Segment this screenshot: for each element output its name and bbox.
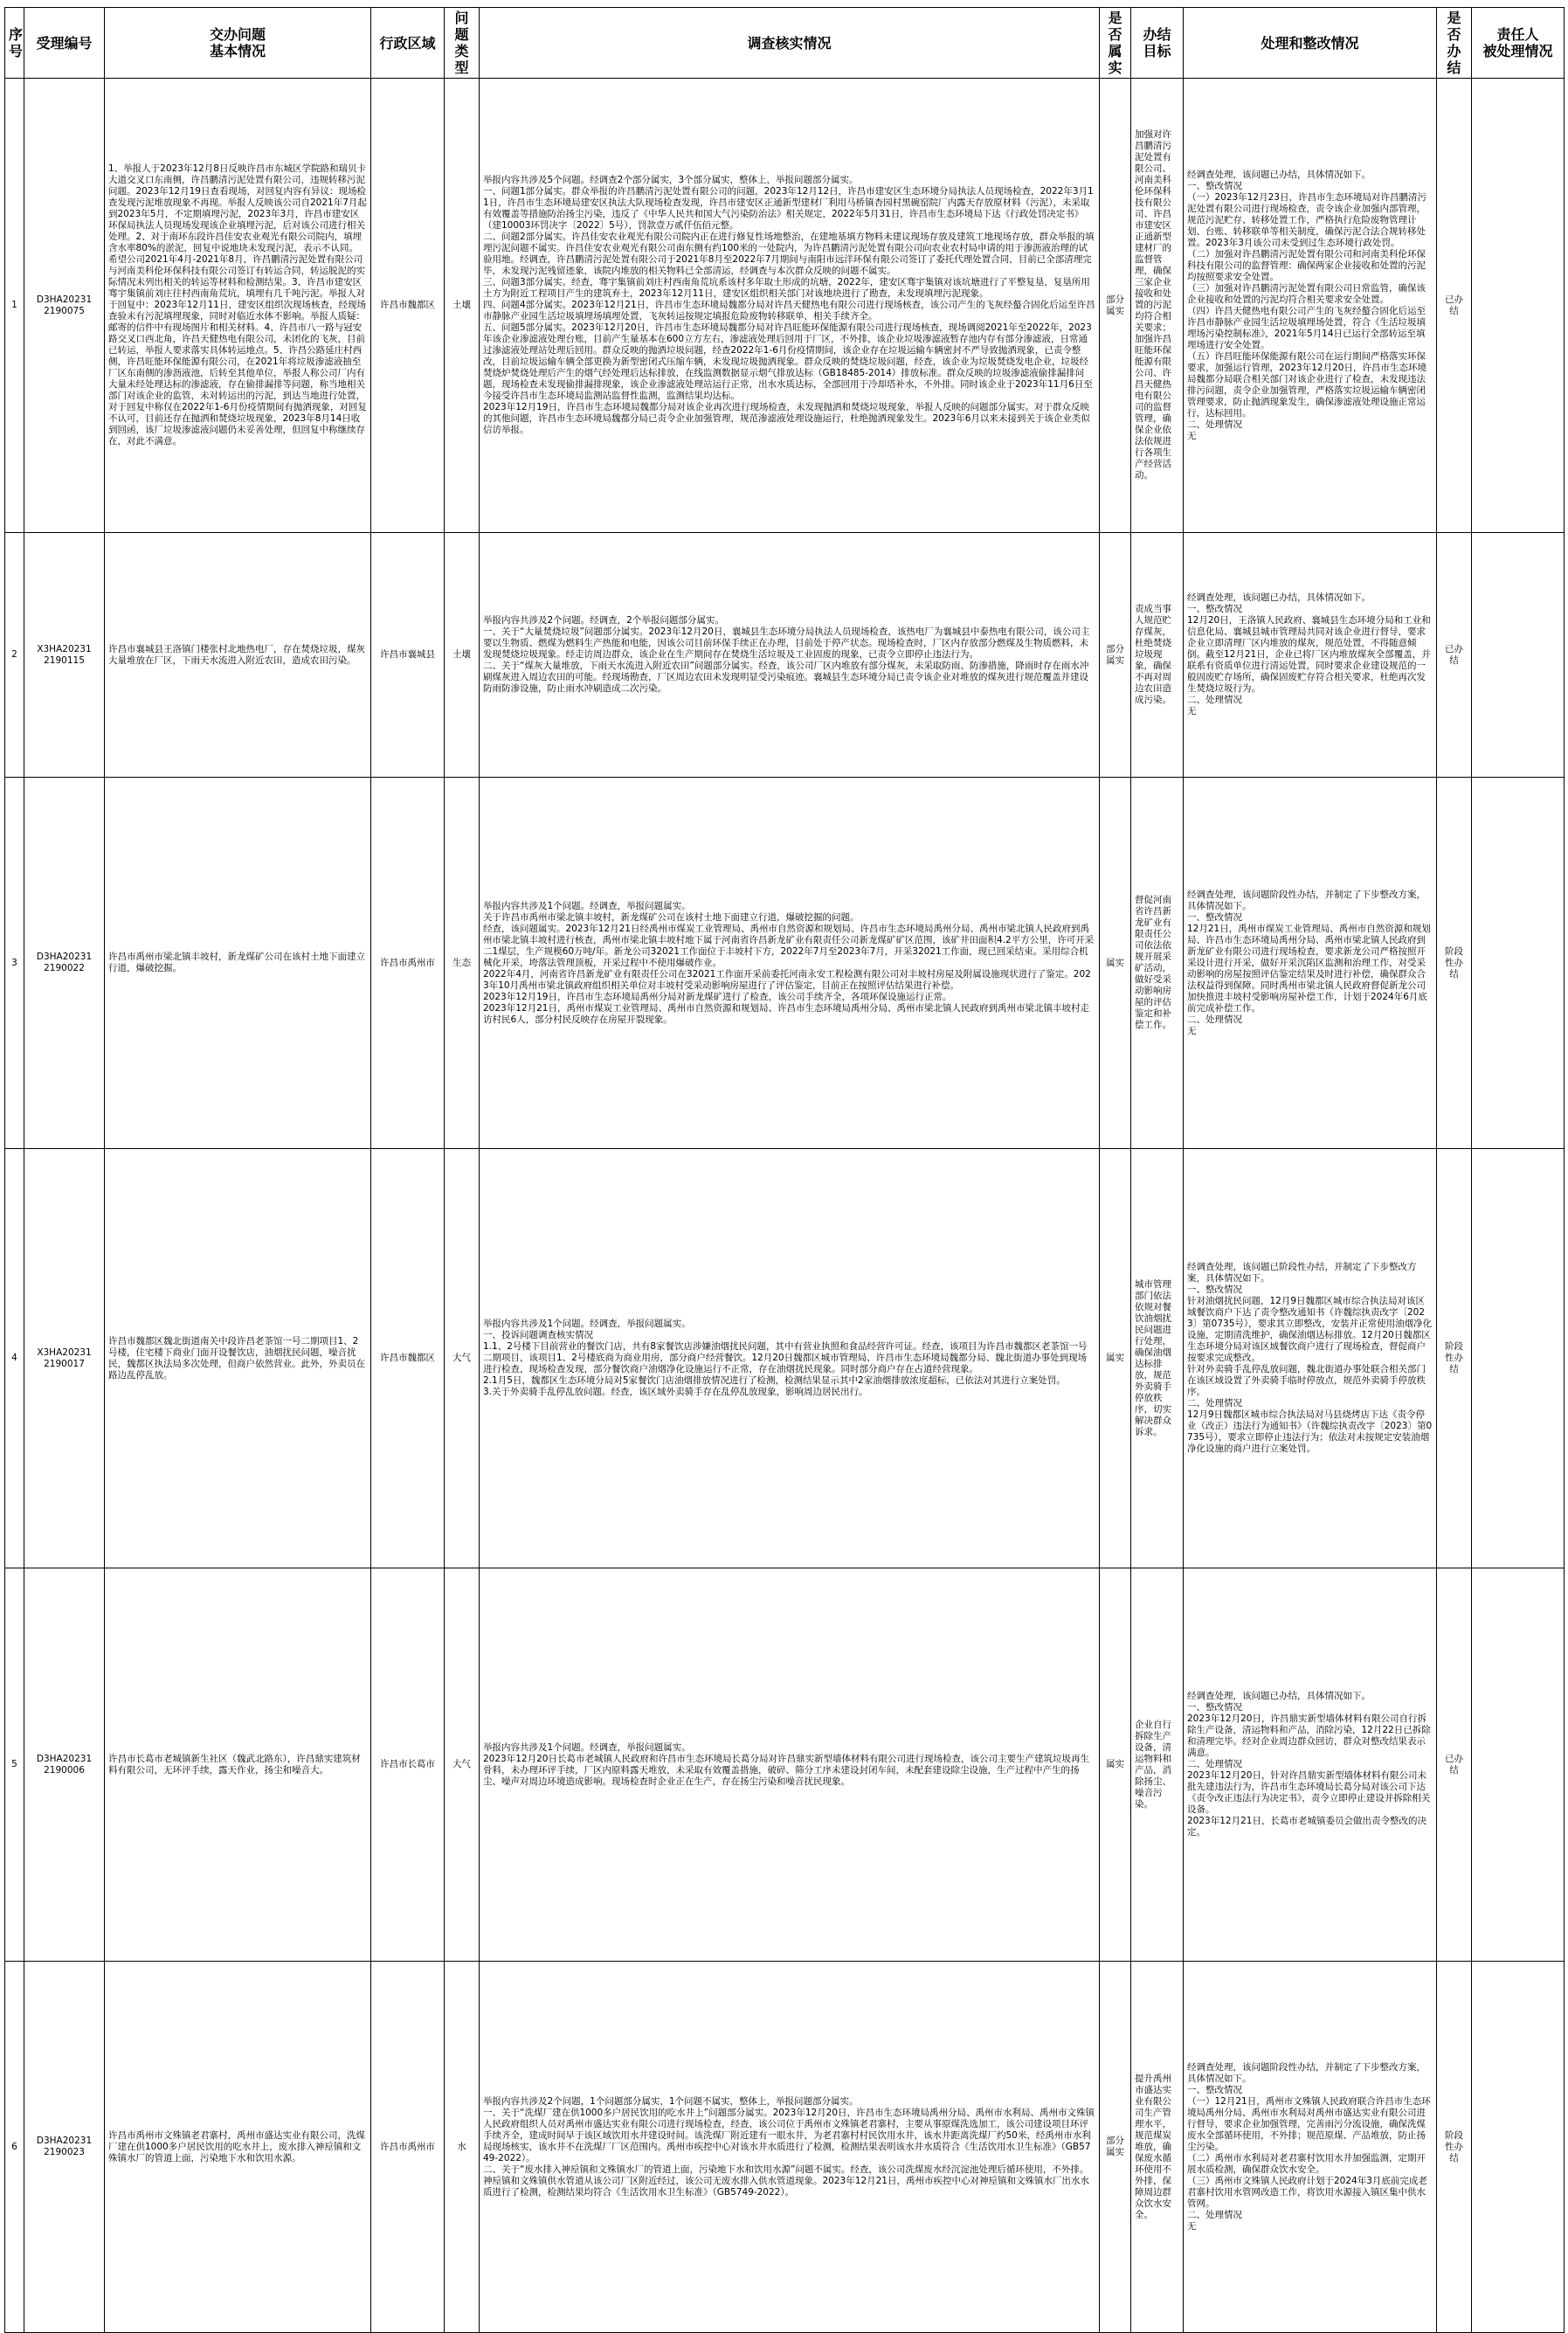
- header-region: 行政区域: [371, 8, 445, 79]
- row-goal: 责成当事人规范贮存煤灰，杜绝焚烧垃圾现象，确保不再对周边农田造成污染。: [1131, 533, 1184, 778]
- row-goal: 督促河南省许昌新龙矿业有限责任公司依法依规开展采矿活动，做好受采动影响房屋的评估鉴定和补偿工作。: [1131, 778, 1184, 1149]
- row-done: 阶段性办结: [1437, 778, 1472, 1149]
- row-code: X3HA20231 2190115: [24, 533, 105, 778]
- row-real: 属实: [1100, 1149, 1131, 1568]
- header-handle: 处理和整改情况: [1184, 8, 1437, 79]
- row-code: D3HA20231 2190022: [24, 778, 105, 1149]
- row-basic: 许昌市禹州市梁北镇丰坡村，新龙煤矿公司在该村土地下面建立行道，爆破挖掘。: [105, 778, 371, 1149]
- row-basic: 许昌市禹州市文殊镇老君寨村，禹州市盛达实业有限公司，洗煤厂建在供1000多户居民饮用的吃水井上，废水排入神垕镇和文殊镇水厂的管道上面，污染地下水和饮用水源。: [105, 1962, 371, 2333]
- table-row: [5, 1149, 1565, 1568]
- row-basic: 许昌市长葛市老城镇新生社区（魏武北路东），许昌鼎实建筑材料有限公司，无环评手续，露天作业，扬尘和噪音大。: [105, 1568, 371, 1962]
- row-detail: 举报内容共涉及1个问题。经调查，举报问题属实。 2023年12月20日长葛市老城镇人民政府和许昌市生态环境局长葛分局对许昌鼎实新型墙体材料有限公司进行现场检查，该公司主要生产建筑垃圾再生骨料，未办理环评手续，厂区内原料露天堆放，未采取有效覆盖措施，破碎、筛分工序未建设封闭车间，未配套建设除尘设施，生产过程中产生的扬尘、噪声对周边环境造成影响。现场检查时企业正在生产，存在扬尘污染和噪音扰民现象。: [480, 1568, 1100, 1962]
- table-row: [5, 778, 1565, 1149]
- row-real: 属实: [1100, 778, 1131, 1149]
- row-done: 阶段性办结: [1437, 1962, 1472, 2333]
- row-handle: 经调查处理，该问题已办结，具体情况如下。 一、整改情况 2023年12月20日，许昌鼎实新型墙体材料有限公司自行拆除生产设备，清运物料和产品，消除污染，12月22日已拆除和清理完毕。经对企业周边群众回访，群众对整改结果表示满意。 二、处理情况 2023年12月20日，针对许昌鼎实新型墙体材料有限公司未批先建违法行为，许昌市生态环境局长葛分局对该公司下达《责令改正违法行为决定书》，责令立即停止建设并拆除相关设备。 2023年12月21日，长葛市老城镇委员会做出责令整改的决定。: [1184, 1568, 1437, 1962]
- row-person: [1472, 1149, 1565, 1568]
- row-basic: 许昌市魏都区魏北街道南关中段许昌老茶馆一号二期项目1、2号楼，住宅楼下商业门面开设餐饮店，油烟扰民问题，噪音扰民，魏都区执法局多次处理，但商户依然营业。此外，外卖员在路边乱停乱放。: [105, 1149, 371, 1568]
- row-region: 许昌市襄城县: [371, 533, 445, 778]
- row-goal: 企业自行拆除生产设备，清运物料和产品，消除扬尘、噪音污染。: [1131, 1568, 1184, 1962]
- header-type: 问题 类型: [445, 8, 480, 79]
- row-goal: 城市管理部门依法依规对餐饮油烟扰民问题进行处理，确保油烟达标排放，规范外卖骑手停放秩序，切实解决群众诉求。: [1131, 1149, 1184, 1568]
- row-code: D3HA20231 2190023: [24, 1962, 105, 2333]
- row-code: X3HA20231 2190017: [24, 1149, 105, 1568]
- row-no: 5: [5, 1568, 24, 1962]
- row-done: 阶段性办结: [1437, 1149, 1472, 1568]
- row-type: 水: [445, 1962, 480, 2333]
- row-code: D3HA20231 2190006: [24, 1568, 105, 1962]
- row-done: 已办结: [1437, 79, 1472, 533]
- row-no: 3: [5, 778, 24, 1149]
- row-type: 大气: [445, 1568, 480, 1962]
- row-real: 部分 属实: [1100, 533, 1131, 778]
- row-real: 属实: [1100, 1568, 1131, 1962]
- case-table: [4, 7, 1565, 2333]
- row-done: 已办结: [1437, 1568, 1472, 1962]
- row-no: 2: [5, 533, 24, 778]
- row-goal: 提升禹州市盛达实业有限公司生产管理水平，规范煤炭堆放，确保废水循环使用不外排，保障周边群众饮水安全。: [1131, 1962, 1184, 2333]
- row-type: 土壤: [445, 533, 480, 778]
- row-no: 1: [5, 79, 24, 533]
- row-real: 部分 属实: [1100, 1962, 1131, 2333]
- header-no: 序号: [5, 8, 24, 79]
- row-goal: 加强对许昌鹏清污泥处置有限公司、河南美科伦环保科技有限公司、许昌市建安区正通新型建材厂的监督管理，确保三家企业接收和处置的污泥均符合相关要求；加强许昌旺能环保能源有限公司、许昌天健热电有限公司的监督管理，确保企业依法依规进行各项生产经营活动。: [1131, 79, 1184, 533]
- row-no: 4: [5, 1149, 24, 1568]
- row-detail: 举报内容共涉及2个问题。经调查，2个举报问题部分属实。 一、关于“大量焚烧垃圾”问题部分属实。2023年12月20日，襄城县生态环境分局执法人员现场检查，该热电厂为襄城县中泰热电有限公司，该公司主要以生物质、燃煤为燃料生产热能和电能，因该公司目前环保手续正在办理，目前处于停产状态。现场检查时，厂区内存放部分燃煤及生物质燃料，未发现焚烧垃圾现象。经走访周边群众，该企业在生产期间存在焚烧生活垃圾及工业固废的现象，已责令立即停止违法行为。 二、关于“煤灰大量堆放，下雨天水流进入附近农田”问题部分属实。经查，该公司厂区内堆放有部分煤灰，未采取防雨、防渗措施，降雨时存在雨水冲刷煤灰进入周边农田的可能。经现场勘查，厂区周边农田未发现明显受污染痕迹。襄城县生态环境分局已责令该企业对堆放的煤灰进行规范覆盖并建设防雨防渗设施，防止雨水冲刷造成二次污染。: [480, 533, 1100, 778]
- row-person: [1472, 533, 1565, 778]
- row-handle: 经调查处理，该问题已阶段性办结，并制定了下步整改方案，具体情况如下。 一、整改情况 针对油烟扰民问题，12月9日魏都区城市综合执法局对该区域餐饮商户下达了责令整改通知书（许魏综执责改字〔2023〕第0735号），要求其立即整改，安装并正常使用油烟净化设施，定期清洗维护，确保油烟达标排放。12月20日魏都区生态环境分局对该区域餐饮商户进行了现场检查，督促商户按要求完成整改。 针对外卖骑手乱停乱放问题，魏北街道办事处联合相关部门在该区域设置了外卖骑手临时停放点，规范外卖骑手停放秩序。 二、处理情况 12月9日魏都区城市综合执法局对马县烧烤店下达《责令停业（改正）违法行为通知书》（许魏综执责改字〔2023〕第0735号），要求立即停止违法行为；依法对未按规定安装油烟净化设施的商户进行立案处罚。: [1184, 1149, 1437, 1568]
- header-goal: 办结 目标: [1131, 8, 1184, 79]
- row-person: [1472, 1568, 1565, 1962]
- header-row: [5, 8, 1565, 79]
- row-handle: 经调查处理，该问题已办结，具体情况如下。 一、整改情况 （一）2023年12月23日，许昌市生态环境局对许昌鹏清污泥处置有限公司进行现场检查，责令该企业加强内部管理，规范污泥贮存、转移处置工作，严格执行危险废物管理计划、台账、转移联单等相关制度，确保污泥合法合规转移处置。2023年3月该公司未受到过生态环境行政处罚。 （二）加强对许昌鹏清污泥处置有限公司和河南美科伦环保科技有限公司的监督管理：确保两家企业接收和处置的污泥均按照要求安全处置。 （三）加强对许昌鹏清污泥处置有限公司日常监管，确保该企业接收和处置的污泥均符合相关要求安全处置。 （四）许昌天健热电有限公司产生的飞灰经螯合固化后运至许昌市静脉产业园生活垃圾填埋场处置，符合《生活垃圾填埋场污染控制标准》，2021年5月14日已运行全部转运至填埋场进行安全处置。 （五）许昌旺能环保能源有限公司在运行期间严格落实环保要求，加强运行管理，2023年12月20日，许昌市生态环境局魏都分局联合相关部门对该企业进行了检查，未发现违法排污问题，责令企业加强管理，严格落实垃圾运输车辆密闭管理要求，防止抛洒现象发生，确保渗滤液处理设施正常运行，达标回用。 二、处理情况 无: [1184, 79, 1437, 533]
- row-basic: 许昌市襄城县王洛镇门楼张村北地热电厂，存在焚烧垃圾，煤灰大量堆放在厂区，下雨天水流进入附近农田，造成农田污染。: [105, 533, 371, 778]
- row-basic: 1、举报人于2023年12月8日反映许昌市东城区学院路和瑞贝卡大道交叉口东南侧，许昌鹏清污泥处置有限公司，违规转移污泥问题。2023年12月19日查看现场，对回复内容有异议：现场检查发现污泥堆放现象不再现。举报人反映该公司自2021年7月起到2023年5月，不定期填埋污泥，2023年3月，许昌市建安区环保局执法人员现场发现该企业填埋污泥，后对该公司进行相关处理。2、对于南环东段许昌佳安农业观光有限公司院内，填埋含水率80%的淤泥，回复中说地块未发现污泥，表示不认同。希望公司2021年4月-2021年8月，许昌鹏清污泥处置有限公司与河南美科伦环保科技有限公司签订有转运合同，转运脱泥的实际情况未列出相关的转运等材料和检测结果。3、许昌市建安区骞宇集镇前刘庄往村西南角荒坑，填埋有几千吨污泥。举报人对于回复中：2023年12月11日，建安区组织次现场核查，经现场查验未有污泥填埋现象，同时对临近水体不影响。举报人质疑：邮寄的信件中有现场图片和相关材料。4、许昌市八一路与冠安路交叉口西北角，许昌天健热电有限公司，未团化的飞灰，目前已转运，举报人要求落实具体转运地点。5、许昌公路延庄村西侧，许昌旺能环保能源有限公司，在2021年将垃圾渗滤液抽至厂区东南侧的渗沥液池，后转至其他单位，举报人称公司厂内有大量未经处理达标的渗滤液，存在偷排漏排等问题，称当地相关部门对该企业的监管，未对转运出的污泥，到达当地进行处置，对于回复中称仅在2022年1-6月份疫情期间有抛洒现象，对回复不认可，目前还存在抛洒和焚烧垃圾现象，2023年8月14日收到回函，该厂垃圾渗滤液问题仍未妥善处理，但回复中称继续存在，对此不满意。: [105, 79, 371, 533]
- header-done: 是否 办结: [1437, 8, 1472, 79]
- header-code: 受理编号: [24, 8, 105, 79]
- row-detail: 举报内容共涉及2个问题，1个问题部分属实，1个问题不属实，整体上，举报问题部分属实。 一、关于“洗煤厂建在供1000多户居民饮用的吃水井上”问题部分属实。2023年12月20日，许昌市生态环境局禹州分局、禹州市水利局、禹州市文殊镇人民政府组织人员对禹州市盛达实业有限公司进行现场检查，经查，该公司位于禹州市文殊镇老君寨村，主要从事原煤洗选加工，该公司建设项目环评手续齐全，建成时间早于该区域饮用水井建设时间。该洗煤厂附近建有一眼水井，为老君寨村村民饮用水井，该水井距离洗煤厂约50米，经禹州市水利局现场核实，该水井不在洗煤厂厂区范围内。禹州市疾控中心对该水井水质进行了检测，检测结果表明该水井水质符合《生活饮用水卫生标准》（GB5749-2022）。 二、关于“废水排入神垕镇和文殊镇水厂的管道上面，污染地下水和饮用水源”问题不属实。经查，该公司洗煤废水经沉淀池处理后循环使用，不外排。神垕镇和文殊镇供水管道从该公司厂区附近经过，该公司无废水排入供水管道现象。2023年12月21日，禹州市疾控中心对神垕镇和文殊镇水厂出水水质进行了检测，检测结果均符合《生活饮用水卫生标准》（GB5749-2022）。: [480, 1962, 1100, 2333]
- row-type: 土壤: [445, 79, 480, 533]
- header-basic: 交办问题 基本情况: [105, 8, 371, 79]
- row-person: [1472, 778, 1565, 1149]
- row-region: 许昌市禹州市: [371, 1962, 445, 2333]
- row-person: [1472, 1962, 1565, 2333]
- row-done: 已办结: [1437, 533, 1472, 778]
- table-row: [5, 1568, 1565, 1962]
- header-person: 责任人 被处理情况: [1472, 8, 1565, 79]
- row-detail: 举报内容共涉及1个问题。经调查，举报问题属实。 一、投诉问题调查核实情况 1.1、2号楼下目前营业的餐饮门店，共有8家餐饮店涉嫌油烟扰民问题，其中有营业执照和食品经营许可证。经查，该项目为许昌市魏都区老茶馆一号二期项目，该项目1、2号楼底商为商业用房，部分商户经营餐饮。12月20日魏都区城市管理局、许昌市生态环境局魏都分局、魏北街道办事处到现场进行检查，现场检查发现，部分餐饮商户油烟净化设施运行不正常，存在油烟扰民现象。同时部分商户存在占道经营现象。 2.1月5日，魏都区生态环境分局对5家餐饮门店油烟排放情况进行了检测，检测结果显示其中2家油烟排放浓度超标，已依法对其进行立案处罚。 3.关于外卖骑手乱停乱放问题。经查，该区域外卖骑手存在乱停乱放现象，影响周边居民出行。: [480, 1149, 1100, 1568]
- table-row: [5, 533, 1565, 778]
- header-real: 是否 属实: [1100, 8, 1131, 79]
- row-type: 大气: [445, 1149, 480, 1568]
- row-code: D3HA20231 2190075: [24, 79, 105, 533]
- row-detail: 举报内容共涉及1个问题。经调查，举报问题属实。 关于许昌市禹州市梁北镇丰坡村，新龙煤矿公司在该村土地下面建立行道，爆破挖掘的问题。 经查，该问题属实。2023年12月21日经禹州市煤炭工业管理局、禹州市自然资源和规划局、许昌市生态环境局禹州分局、禹州市梁北镇人民政府到禹州市梁北镇丰坡村进行核查，禹州市梁北镇丰坡村地下属于河南省许昌新龙矿业有限责任公司新龙煤矿矿区范围，该矿井田面积4.2平方公里，许可开采二1煤层，生产规模60万吨/年。新龙公司32021工作面位于丰坡村下方，2022年7月至2023年7月，开采32021工作面，现已回采结束。采用综合机械化开采，垮落法管理顶板，开采过程中不使用爆破作业。 2022年4月，河南省许昌新龙矿业有限责任公司在32021工作面开采前委托河南永安工程检测有限公司对丰坡村房屋及附属设施现状进行了鉴定。2023年10月禹州市梁北镇政府组织相关单位对丰坡村受采动影响房屋进行了评估鉴定，目前正在按照评估结果进行补偿。 2023年12月19日，许昌市生态环境局禹州分局对新龙煤矿进行了检查，该公司手续齐全，各项环保设施运行正常。 2023年12月21日，禹州市煤炭工业管理局、禹州市自然资源和规划局、许昌市生态环境局禹州分局、禹州市梁北镇人民政府到禹州市梁北镇丰坡村走访村民6人，部分村民反映存在房屋开裂现象。: [480, 778, 1100, 1149]
- row-detail: 举报内容共涉及5个问题。经调查2个部分属实，3个部分属实，整体上，举报问题部分属实。 一、问题1部分属实。群众举报的许昌鹏清污泥处置有限公司的问题，2023年12月12日，许昌市建安区生态环境分局执法人员现场检查，2022年3月11日，许昌市生态环境局建安区执法大队现场检查发现，许昌市建安区正通新型建材厂利用马桥镇杏园村黑碗窑院厂内露天存放原材料（污泥），未采取有效覆盖等措施防治扬尘污染，违反了《中华人民共和国大气污染防治法》相关规定，2022年5月31日，许昌市生态环境局下达《行政处罚决定书》（建10003环罚决字〔2022〕5号），罚款壹万贰仟伍佰元整。 二、问题2部分属实。许昌佳安农业观光有限公司院内正在进行修复性场地整治，在建地基填方物料未建议现场存放及建筑工地现场存放，群众举报的填埋污泥问题不属实。许昌佳安农业观光有限公司南东侧有约100米的一处院内，为许昌鹏清污泥处置有限公司向农业农村局申请的用于渗沥液治理的试验用地。经调查，许昌鹏清污泥处置有限公司于2021年8月至2022年7月期间与南阳市远洋环保有限公司签订了委托代理处置合同，目前已全部清理完毕，未发现污泥残留迹象，该院内堆放的相关物料已全部清运，经调查与本次群众反映的问题不属实。 三、问题3部分属实。经查，骞宇集镇前刘庄村西南角荒坑系该村多年取土形成的坑塘，2022年，建安区骞宇集镇对该坑塘进行了平整复垦，复垦所用土方为附近工程项目产生的建筑弃土，2023年12月11日，建安区组织相关部门对该地块进行了勘查，未发现填埋污泥现象。 四、问题4部分属实。2023年12月21日，许昌市生态环境局魏都分局对许昌天健热电有限公司进行现场核查，该公司产生的飞灰经螯合固化后运至许昌市静脉产业园生活垃圾填埋场填埋处置，飞灰转运按规定填报危险废物转移联单，相关手续齐全。 五、问题5部分属实。2023年12月20日，许昌市生态环境局魏都分局对许昌旺能环保能源有限公司进行现场核查，现场调阅2021年至2022年，2023年该企业渗滤液处理台账，目前产生量基本在600立方左右，渗滤液处理后回用于厂区，不外排，该企业垃圾渗滤液暂存池内存有部分渗滤液，日常通过渗滤液处理站处理后回用。群众反映的抛洒垃圾问题，经查2022年1-6月份疫情期间，该企业存在垃圾运输车辆密封不严导致抛洒现象，已责令整改，目前垃圾运输车辆全部更换为新型密闭式压缩车辆，未发现垃圾抛洒现象。群众反映的焚烧垃圾问题，经查，该企业为垃圾焚烧发电企业，垃圾经焚烧炉焚烧处理后产生的烟气经处理后达标排放，在线监测数据显示烟气排放达标（GB18485-2014）排放标准。群众反映的垃圾渗滤液偷排漏排问题，现场检查未发现偷排漏排现象，该企业渗滤液处理站运行正常，出水水质达标，全部回用于冷却塔补水，不外排。同时该企业于2023年11月6日至今接受许昌市生态环境局监测站监督性监测，监测结果均达标。 2023年12月19日，许昌市生态环境局魏都分局对该企业再次进行现场检查，未发现抛洒和焚烧垃圾现象，举报人反映的问题部分属实。对于群众反映的其他问题，许昌市生态环境局魏都分局已责令企业加强管理，规范渗滤液处理设施运行，杜绝抛洒现象发生。2023年6月以来未接到关于该企业类似信访举报。: [480, 79, 1100, 533]
- header-detail: 调查核实情况: [480, 8, 1100, 79]
- row-region: 许昌市禹州市: [371, 778, 445, 1149]
- row-region: 许昌市长葛市: [371, 1568, 445, 1962]
- row-real: 部分 属实: [1100, 79, 1131, 533]
- row-region: 许昌市魏都区: [371, 1149, 445, 1568]
- row-no: 6: [5, 1962, 24, 2333]
- row-person: [1472, 79, 1565, 533]
- table-row: [5, 1962, 1565, 2333]
- table-row: [5, 79, 1565, 533]
- row-handle: 经调查处理，该问题阶段性办结，并制定了下步整改方案，具体情况如下。 一、整改情况 12月21日，禹州市煤炭工业管理局、禹州市自然资源和规划局、许昌市生态环境局禹州分局、禹州市梁北镇人民政府到新龙矿业有限公司进行现场检查，要求新龙公司严格按照开采设计进行开采，做好开采沉陷区监测和治理工作，对受采动影响的房屋按照评估鉴定结果及时进行补偿，确保群众合法权益得到保障。同时禹州市梁北镇人民政府督促新龙公司加快推进丰坡村受影响房屋补偿工作，计划于2024年6月底前完成补偿工作。 二、处理情况 无: [1184, 778, 1437, 1149]
- row-handle: 经调查处理，该问题阶段性办结，并制定了下步整改方案，具体情况如下。 一、整改情况 （一）12月21日，禹州市文殊镇人民政府联合许昌市生态环境局禹州分局、禹州市水利局对禹州市盛达实业有限公司进行督导，要求企业加强管理，完善雨污分流设施，确保洗煤废水全部循环使用，不外排；规范原煤、产品堆放，防止扬尘污染。 （二）禹州市水利局对老君寨村饮用水井加强监测，定期开展水质检测，确保群众饮水安全。 （三）禹州市文殊镇人民政府计划于2024年3月底前完成老君寨村饮用水管网改造工作，将饮用水源接入镇区集中供水管网。 二、处理情况 无: [1184, 1962, 1437, 2333]
- row-region: 许昌市魏都区: [371, 79, 445, 533]
- row-type: 生态: [445, 778, 480, 1149]
- row-handle: 经调查处理，该问题已办结，具体情况如下。 一、整改情况 12月20日，王洛镇人民政府、襄城县生态环境分局和工业和信息化局、襄城县城市管理局共同对该企业进行督导，要求企业立即清理厂区内堆放的煤灰，规范处置，不得随意倾倒。截至12月21日，企业已将厂区内堆放煤灰全部覆盖，并联系有资质单位进行清运处置，同时要求企业建设规范的一般固废贮存场所，确保固废贮存符合相关要求，杜绝再次发生焚烧垃圾行为。 二、处理情况 无: [1184, 533, 1437, 778]
